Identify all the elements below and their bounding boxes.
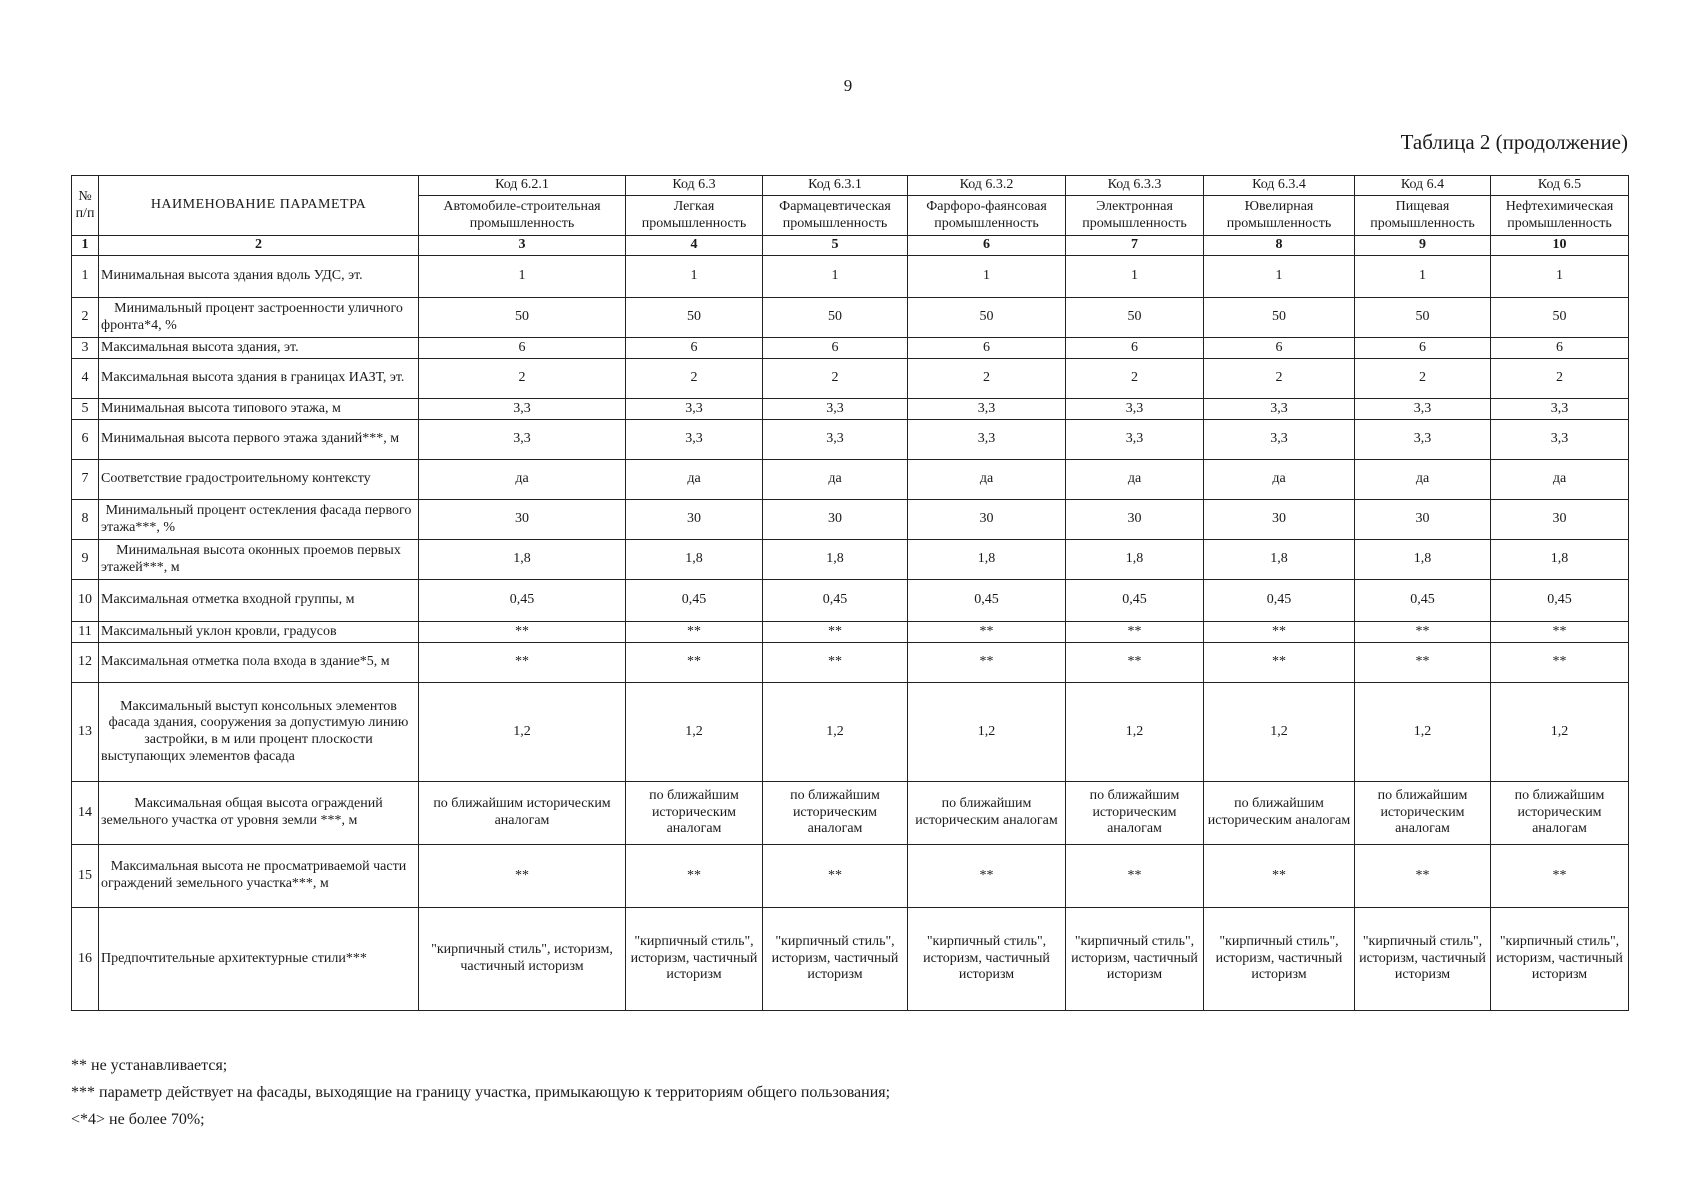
page-number: 9 [843,76,853,95]
parameter-value: 50 [419,298,626,338]
parameter-value: по ближайшим историческим аналогам [908,782,1066,845]
parameter-value: 2 [1355,359,1491,399]
parameter-name: Максимальная высота здания в границах ИАЗТ, эт. [99,359,419,399]
parameter-value: ** [419,622,626,643]
parameter-value: ** [1355,622,1491,643]
table-body [72,256,1629,1011]
parameter-value: по ближайшим историческим аналогам [1491,782,1629,845]
column-number: 7 [1066,236,1204,256]
parameter-name: Минимальная высота здания вдоль УДС, эт. [99,256,419,298]
parameter-value: 0,45 [626,580,763,622]
parameter-name: Максимальная отметка входной группы, м [99,580,419,622]
parameter-value: 1 [626,256,763,298]
parameter-value: по ближайшим историческим аналогам [1204,782,1355,845]
header-category: Пищевая промышленность [1355,196,1491,236]
parameter-value: 30 [419,500,626,540]
parameter-value: 6 [763,338,908,359]
header-category: Автомобиле-строительная промышленность [419,196,626,236]
parameter-value: 1 [419,256,626,298]
row-number: 1 [72,256,99,298]
footnote: <*4> не более 70%; [71,1111,205,1128]
header-parameter-name: НАИМЕНОВАНИЕ ПАРАМЕТРА [99,176,419,236]
parameter-value: 30 [763,500,908,540]
parameter-value: да [419,460,626,500]
parameter-value: 3,3 [908,420,1066,460]
row-number: 9 [72,540,99,580]
parameter-value: ** [908,845,1066,908]
header-category: Нефтехимическая промышленность [1491,196,1629,236]
table-row [72,298,1629,338]
parameter-value: 1,8 [1066,540,1204,580]
parameter-value: да [626,460,763,500]
parameter-value: 30 [1355,500,1491,540]
column-number: 10 [1491,236,1629,256]
parameter-value: ** [1491,622,1629,643]
parameter-value: 3,3 [1204,399,1355,420]
header-category: Фармацевтическая промышленность [763,196,908,236]
row-number: 8 [72,500,99,540]
header-code: Код 6.3.4 [1204,176,1355,196]
parameter-value: 1 [908,256,1066,298]
column-number: 3 [419,236,626,256]
parameter-value: 6 [1066,338,1204,359]
table-row [72,643,1629,683]
parameter-value: "кирпичный стиль", историзм, частичный историзм [419,908,626,1011]
parameter-value: 3,3 [1491,399,1629,420]
parameter-value: да [763,460,908,500]
parameter-value: "кирпичный стиль", историзм, частичный историзм [1355,908,1491,1011]
parameter-value: 6 [419,338,626,359]
parameter-value: 1 [763,256,908,298]
parameter-value: 1,2 [1066,683,1204,782]
parameter-value: по ближайшим историческим аналогам [763,782,908,845]
header-code: Код 6.3.1 [763,176,908,196]
parameter-value: 50 [1204,298,1355,338]
parameter-value: 1,2 [1204,683,1355,782]
table-row [72,399,1629,420]
header-category: Фарфоро-фаянсовая промышленность [908,196,1066,236]
row-number: 2 [72,298,99,338]
row-number: 6 [72,420,99,460]
parameter-value: 6 [1491,338,1629,359]
header-category: Легкая промышленность [626,196,763,236]
row-number: 7 [72,460,99,500]
parameter-value: 3,3 [1066,399,1204,420]
table-row [72,256,1629,298]
parameter-value: 3,3 [1204,420,1355,460]
parameter-value: 1,8 [1204,540,1355,580]
parameter-value: "кирпичный стиль", историзм, частичный историзм [626,908,763,1011]
parameter-value: ** [626,845,763,908]
parameter-value: 2 [1066,359,1204,399]
row-number: 16 [72,908,99,1011]
parameter-value: ** [1066,622,1204,643]
parameter-value: по ближайшим историческим аналогам [419,782,626,845]
parameter-value: 1 [1355,256,1491,298]
parameter-value: по ближайшим историческим аналогам [1066,782,1204,845]
parameter-value: ** [1491,643,1629,683]
parameter-value: 3,3 [419,420,626,460]
parameter-value: 1,2 [1355,683,1491,782]
parameter-value: 3,3 [763,420,908,460]
parameter-name: Максимальный уклон кровли, градусов [99,622,419,643]
parameter-value: 0,45 [1491,580,1629,622]
parameter-value: ** [626,622,763,643]
table-row [72,359,1629,399]
parameter-value: 2 [1204,359,1355,399]
parameter-value: 3,3 [908,399,1066,420]
parameter-value: 3,3 [1355,399,1491,420]
footnote: *** параметр действует на фасады, выходящие на границу участка, примыкающую к территориям общего пользования; [71,1084,891,1101]
parameter-value: ** [763,622,908,643]
parameter-value: 30 [1491,500,1629,540]
parameter-name: Минимальная высота первого этажа зданий***, м [99,420,419,460]
footnote: ** не устанавливается; [71,1057,228,1074]
table-row [72,500,1629,540]
parameter-value: "кирпичный стиль", историзм, частичный историзм [763,908,908,1011]
parameter-value: ** [419,845,626,908]
table-row [72,622,1629,643]
column-number: 5 [763,236,908,256]
parameter-value: по ближайшим историческим аналогам [626,782,763,845]
parameter-value: 50 [908,298,1066,338]
parameter-value: ** [1355,845,1491,908]
parameter-value: ** [763,643,908,683]
column-number: 2 [99,236,419,256]
parameter-value: ** [626,643,763,683]
parameter-value: 2 [626,359,763,399]
row-number: 14 [72,782,99,845]
parameter-value: по ближайшим историческим аналогам [1355,782,1491,845]
parameter-value: 1,8 [1355,540,1491,580]
parameter-value: ** [908,622,1066,643]
parameter-value: 1,2 [419,683,626,782]
parameter-value: 1,2 [763,683,908,782]
column-number: 1 [72,236,99,256]
parameter-value: 3,3 [1491,420,1629,460]
header-code: Код 6.3 [626,176,763,196]
table-row [72,782,1629,845]
parameter-value: 1,8 [1491,540,1629,580]
footnotes [71,1052,890,1133]
row-number: 13 [72,683,99,782]
parameter-value: 50 [1491,298,1629,338]
parameter-value: "кирпичный стиль", историзм, частичный историзм [1204,908,1355,1011]
parameter-value: 3,3 [419,399,626,420]
row-number: 5 [72,399,99,420]
parameter-value: 3,3 [626,399,763,420]
table-row [72,845,1629,908]
table-row [72,460,1629,500]
parameter-value: 0,45 [1066,580,1204,622]
parameter-value: 1,8 [908,540,1066,580]
header-code: Код 6.4 [1355,176,1491,196]
parameter-value: 6 [908,338,1066,359]
parameter-value: 30 [1204,500,1355,540]
parameter-value: 1 [1066,256,1204,298]
parameter-value: ** [419,643,626,683]
header-code: Код 6.3.2 [908,176,1066,196]
header-code: Код 6.5 [1491,176,1629,196]
column-number: 4 [626,236,763,256]
parameter-value: 1 [1491,256,1629,298]
parameter-name: Максимальная высота здания, эт. [99,338,419,359]
parameter-value: "кирпичный стиль", историзм, частичный историзм [1491,908,1629,1011]
parameter-value: 0,45 [419,580,626,622]
parameter-value: ** [1204,643,1355,683]
parameter-name: Минимальный процент застроенности уличного фронта*4, % [99,298,419,338]
table-row [72,338,1629,359]
parameter-value: ** [763,845,908,908]
parameter-value: 1,8 [419,540,626,580]
parameter-value: 30 [626,500,763,540]
parameter-value: "кирпичный стиль", историзм, частичный историзм [1066,908,1204,1011]
row-number: 3 [72,338,99,359]
parameter-value: 2 [908,359,1066,399]
parameter-name: Предпочтительные архитектурные стили*** [99,908,419,1011]
header-code: Код 6.2.1 [419,176,626,196]
table-row [72,908,1629,1011]
parameter-name: Максимальная отметка пола входа в здание*5, м [99,643,419,683]
row-number: 15 [72,845,99,908]
parameter-value: 3,3 [626,420,763,460]
parameter-value: 3,3 [1066,420,1204,460]
parameter-name: Минимальная высота оконных проемов первых этажей***, м [99,540,419,580]
column-number: 8 [1204,236,1355,256]
column-number: 6 [908,236,1066,256]
parameter-value: ** [1066,845,1204,908]
parameter-value: ** [1204,845,1355,908]
table-caption: Таблица 2 (продолжение) [1400,130,1628,154]
parameter-value: 50 [626,298,763,338]
parameter-value: ** [908,643,1066,683]
row-number: 11 [72,622,99,643]
table-row [72,580,1629,622]
parameter-value: 0,45 [1355,580,1491,622]
parameter-value: 1,2 [908,683,1066,782]
parameter-value: 1,2 [1491,683,1629,782]
parameter-name: Максимальный выступ консольных элементов фасада здания, сооружения за допустимую линию застройки, в м или процент плоскости выступающих элементов фасада [99,683,419,782]
row-number: 10 [72,580,99,622]
parameter-value: 6 [1204,338,1355,359]
parameter-value: ** [1491,845,1629,908]
header-code: Код 6.3.3 [1066,176,1204,196]
parameter-value: "кирпичный стиль", историзм, частичный историзм [908,908,1066,1011]
parameter-value: да [1204,460,1355,500]
parameter-value: да [1066,460,1204,500]
parameters-table [71,175,1629,1011]
parameter-name: Максимальная общая высота ограждений земельного участка от уровня земли ***, м [99,782,419,845]
parameter-value: ** [1204,622,1355,643]
parameter-value: 3,3 [1355,420,1491,460]
header-category: Ювелирная промышленность [1204,196,1355,236]
parameter-name: Минимальный процент остекления фасада первого этажа***, % [99,500,419,540]
parameter-value: 1 [1204,256,1355,298]
parameter-value: ** [1066,643,1204,683]
parameter-value: 6 [1355,338,1491,359]
parameter-value: да [908,460,1066,500]
row-number: 4 [72,359,99,399]
parameter-value: 1,2 [626,683,763,782]
parameter-name: Максимальная высота не просматриваемой части ограждений земельного участка***, м [99,845,419,908]
column-number: 9 [1355,236,1491,256]
parameter-value: ** [1355,643,1491,683]
parameter-value: 0,45 [763,580,908,622]
parameter-value: 0,45 [1204,580,1355,622]
parameter-value: 1,8 [763,540,908,580]
table-row [72,420,1629,460]
parameter-value: 6 [626,338,763,359]
parameter-value: 30 [1066,500,1204,540]
parameter-value: 1,8 [626,540,763,580]
parameter-name: Минимальная высота типового этажа, м [99,399,419,420]
parameter-name: Соответствие градостроительному контексту [99,460,419,500]
parameter-value: 0,45 [908,580,1066,622]
parameter-value: 2 [1491,359,1629,399]
parameter-value: 2 [763,359,908,399]
parameter-value: да [1491,460,1629,500]
parameter-value: 2 [419,359,626,399]
parameter-value: 50 [1355,298,1491,338]
table-row [72,540,1629,580]
parameter-value: 30 [908,500,1066,540]
parameter-value: 3,3 [763,399,908,420]
header-num: № п/п [72,176,99,236]
header-category: Электронная промышленность [1066,196,1204,236]
table-row [72,683,1629,782]
parameter-value: 50 [763,298,908,338]
row-number: 12 [72,643,99,683]
parameter-value: 50 [1066,298,1204,338]
parameter-value: да [1355,460,1491,500]
